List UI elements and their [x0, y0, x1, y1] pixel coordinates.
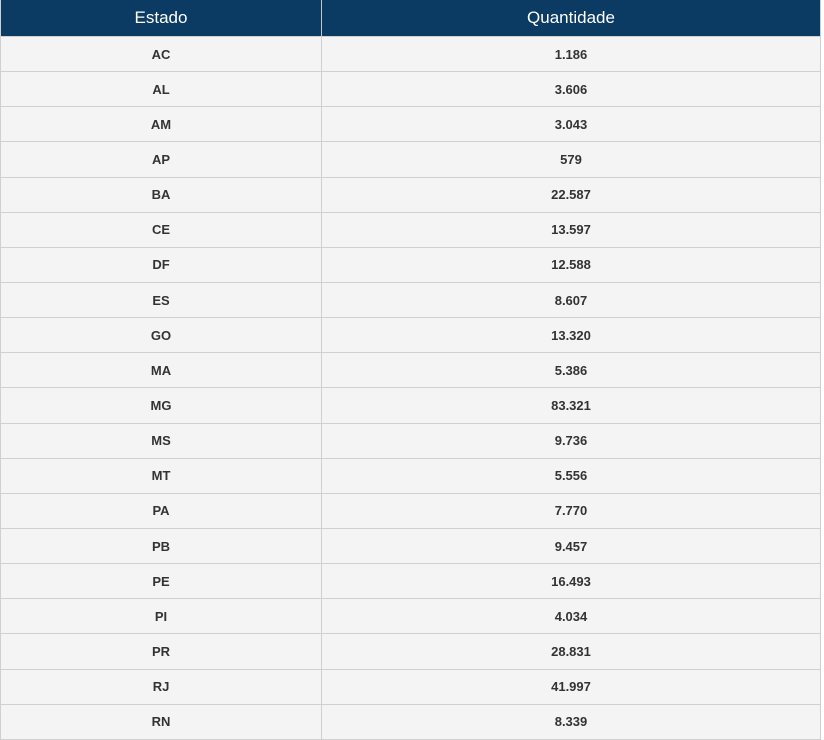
table-row: [1, 669, 821, 704]
table-row: [1, 142, 821, 177]
table-row: [1, 353, 821, 388]
state-cell: PB: [1, 528, 322, 563]
table-row: [1, 318, 821, 353]
column-header-quantidade[interactable]: Quantidade: [322, 0, 821, 37]
state-cell: PI: [1, 599, 322, 634]
state-cell: BA: [1, 177, 322, 212]
table-row: [1, 564, 821, 599]
quantity-cell: 13.597: [322, 212, 821, 247]
quantity-cell: 9.736: [322, 423, 821, 458]
table-body: [1, 37, 821, 740]
table-row: [1, 177, 821, 212]
state-cell: AC: [1, 37, 322, 72]
quantity-cell: 9.457: [322, 528, 821, 563]
quantity-cell: 8.339: [322, 704, 821, 739]
table-row: [1, 107, 821, 142]
table-row: [1, 458, 821, 493]
quantity-cell: 16.493: [322, 564, 821, 599]
state-cell: GO: [1, 318, 322, 353]
table-row: [1, 37, 821, 72]
table-row: [1, 72, 821, 107]
state-cell: PA: [1, 493, 322, 528]
table-row: [1, 528, 821, 563]
quantity-cell: 1.186: [322, 37, 821, 72]
table-row: [1, 423, 821, 458]
table-row: [1, 212, 821, 247]
state-cell: AL: [1, 72, 322, 107]
state-cell: PE: [1, 564, 322, 599]
quantity-cell: 28.831: [322, 634, 821, 669]
state-cell: PR: [1, 634, 322, 669]
table-row: [1, 247, 821, 282]
state-cell: MS: [1, 423, 322, 458]
table-header: [1, 0, 821, 37]
state-cell: DF: [1, 247, 322, 282]
state-cell: CE: [1, 212, 322, 247]
state-cell: RJ: [1, 669, 322, 704]
quantity-cell: 7.770: [322, 493, 821, 528]
table-row: [1, 282, 821, 317]
state-cell: AP: [1, 142, 322, 177]
quantity-cell: 3.043: [322, 107, 821, 142]
quantity-cell: 5.556: [322, 458, 821, 493]
column-header-estado[interactable]: Estado: [1, 0, 322, 37]
state-cell: ES: [1, 282, 322, 317]
state-cell: MT: [1, 458, 322, 493]
quantity-cell: 4.034: [322, 599, 821, 634]
table-row: [1, 599, 821, 634]
quantity-cell: 579: [322, 142, 821, 177]
quantity-cell: 5.386: [322, 353, 821, 388]
state-cell: MA: [1, 353, 322, 388]
quantity-cell: 83.321: [322, 388, 821, 423]
table-row: [1, 493, 821, 528]
quantity-cell: 22.587: [322, 177, 821, 212]
quantity-cell: 8.607: [322, 282, 821, 317]
table-row: [1, 704, 821, 739]
quantity-cell: 12.588: [322, 247, 821, 282]
table-row: [1, 634, 821, 669]
quantity-cell: 41.997: [322, 669, 821, 704]
state-cell: AM: [1, 107, 322, 142]
quantity-cell: 13.320: [322, 318, 821, 353]
state-cell: RN: [1, 704, 322, 739]
quantity-cell: 3.606: [322, 72, 821, 107]
state-cell: MG: [1, 388, 322, 423]
table-row: [1, 388, 821, 423]
header-row: [1, 0, 821, 37]
